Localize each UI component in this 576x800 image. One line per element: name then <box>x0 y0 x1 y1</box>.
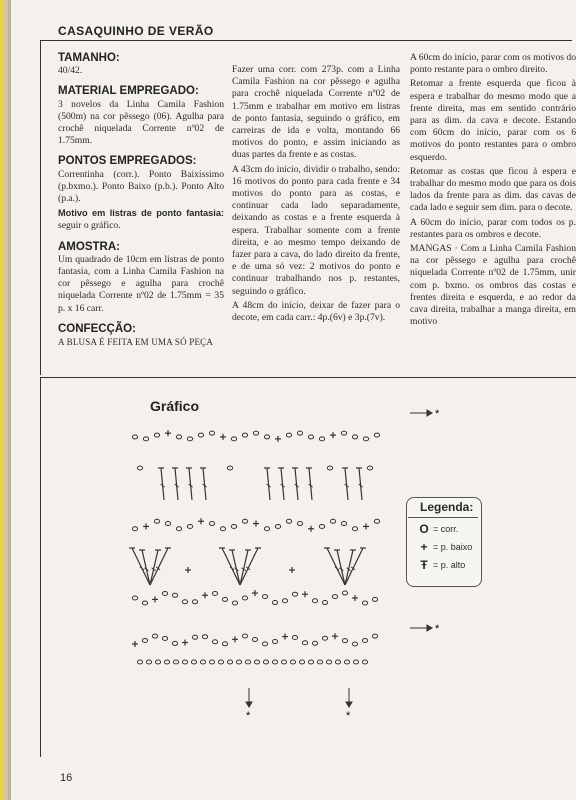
chain-stitch-icon <box>312 599 317 603</box>
chain-stitch-icon <box>212 591 217 595</box>
chain-stitch-icon <box>332 595 337 599</box>
chain-stitch-icon <box>132 596 137 600</box>
chain-stitch-icon <box>367 466 372 470</box>
chain-stitch-icon <box>146 660 151 664</box>
chain-stitch-icon <box>137 660 142 664</box>
col2-paragraph-3: A 48cm do início, deixar de fazer para o decote, em cada carr.: 4p.(6v) e 3p.(7v). <box>232 299 400 324</box>
double-crochet-icon <box>142 550 150 585</box>
chain-stitch-icon <box>372 634 377 638</box>
chain-stitch-icon <box>192 635 197 639</box>
double-crochet-symbol-icon: Ŧ <box>420 558 428 572</box>
chain-stitch-icon <box>342 591 347 595</box>
chain-stitch-icon <box>282 599 287 603</box>
chain-stitch-icon <box>312 641 317 645</box>
chain-stitch-icon <box>342 639 347 643</box>
col3-paragraph-1: A 60cm do início, parar com os motivos do ponto restante para o ombro direito. <box>410 52 576 76</box>
heading-confeccao: CONFECÇÃO: <box>58 322 136 335</box>
chain-stitch-icon <box>327 466 332 470</box>
chain-stitch-icon <box>335 660 340 664</box>
chain-stitch-icon <box>227 466 232 470</box>
chain-stitch-icon <box>352 642 357 646</box>
chain-stitch-icon <box>352 435 357 439</box>
chain-stitch-icon <box>143 437 148 441</box>
chain-stitch-icon <box>374 433 379 437</box>
chain-symbol-icon: O <box>419 522 429 536</box>
legend-label-corr: = corr. <box>433 524 459 534</box>
double-crochet-icon <box>150 548 168 585</box>
chain-stitch-icon <box>231 524 236 528</box>
chain-stitch-icon <box>308 435 313 439</box>
double-crochet-icon <box>132 548 150 585</box>
double-crochet-icon <box>240 548 258 585</box>
chain-stitch-icon <box>362 660 367 664</box>
chain-stitch-icon <box>264 527 269 531</box>
chain-stitch-icon <box>242 634 247 638</box>
chain-stitch-icon <box>232 601 237 605</box>
chain-stitch-icon <box>152 634 157 638</box>
chain-stitch-icon <box>322 636 327 640</box>
legend-rule <box>408 517 478 518</box>
heading-motivo: Motivo em listras de ponto fantasia: <box>58 208 224 219</box>
chain-stitch-icon <box>245 660 250 664</box>
double-crochet-icon <box>175 468 178 500</box>
chain-stitch-icon <box>236 660 241 664</box>
chain-stitch-icon <box>172 593 177 597</box>
double-crochet-icon <box>309 468 312 500</box>
chain-stitch-icon <box>352 527 357 531</box>
legend-title: Legenda: <box>420 500 474 514</box>
repeat-mark-bottom: * <box>435 623 440 635</box>
chain-stitch-icon <box>173 660 178 664</box>
chart-title: Gráfico <box>150 398 200 414</box>
heading-tamanho: TAMANHO: <box>58 52 120 64</box>
chain-stitch-icon <box>220 527 225 531</box>
chain-stitch-icon <box>154 433 159 437</box>
chain-stitch-icon <box>262 642 267 646</box>
chain-stitch-icon <box>176 527 181 531</box>
chain-stitch-icon <box>372 597 377 601</box>
chain-stitch-icon <box>192 600 197 604</box>
chain-stitch-icon <box>341 522 346 526</box>
chain-stitch-icon <box>254 660 259 664</box>
chain-stitch-icon <box>242 433 247 437</box>
repeat-arrow-top <box>410 410 432 416</box>
chain-stitch-icon <box>297 522 302 526</box>
chain-stitch-icon <box>209 522 214 526</box>
double-crochet-icon <box>267 468 270 500</box>
text-motivo: seguir o gráfico. <box>58 220 121 232</box>
start-arrow-right <box>346 688 352 707</box>
chain-stitch-icon <box>281 660 286 664</box>
chain-stitch-icon <box>322 601 327 605</box>
chain-stitch-icon <box>165 522 170 526</box>
double-crochet-icon <box>189 468 192 500</box>
double-crochet-icon <box>337 550 345 585</box>
chain-stitch-icon <box>198 433 203 437</box>
chain-stitch-icon <box>353 660 358 664</box>
chain-stitch-icon <box>292 635 297 639</box>
chain-stitch-icon <box>176 435 181 439</box>
text-amostra: Um quadrado de 10cm em listras de ponto fantasia, com a Linha Camila Fashion na cor pêssego e agulha para crochê niquelada Corrente nº02 de 1.75mm = 35 p. x 16 carr. <box>58 253 224 314</box>
double-crochet-icon <box>161 468 164 500</box>
chain-stitch-icon <box>212 640 217 644</box>
double-crochet-icon <box>345 548 363 585</box>
pattern-title: CASAQUINHO DE VERÃO <box>58 24 214 38</box>
start-arrow-left <box>246 688 252 707</box>
double-crochet-icon <box>295 468 298 500</box>
single-crochet-symbol-icon: + <box>420 540 428 554</box>
text-tamanho: 40/42. <box>58 65 83 77</box>
chain-stitch-icon <box>218 660 223 664</box>
chain-stitch-icon <box>262 595 267 599</box>
chain-stitch-icon <box>154 519 159 523</box>
chain-stitch-icon <box>231 437 236 441</box>
chain-stitch-icon <box>341 431 346 435</box>
chain-stitch-icon <box>272 660 277 664</box>
legend-row-corr <box>418 522 458 536</box>
chain-stitch-icon <box>200 660 205 664</box>
col2-paragraph-2: A 43cm do início, dividir o trabalho, sendo: 16 motivos do ponto para cada frente e 34 motivos do ponto para as costas, e continuar cada lado separadamente, deixando as costas e a frente esquerda à espera. Trabalhar somente com a frente direita, e ao mesmo tempo deixando de fazer para a cava, do lado direito da frente, e de uma só vez: 2 motivos do ponto e continuar trabalhando nos p. restantes, seguindo o gráfico. <box>232 163 400 297</box>
chain-stitch-icon <box>326 660 331 664</box>
chain-stitch-icon <box>191 660 196 664</box>
double-crochet-icon <box>222 548 240 585</box>
chain-stitch-icon <box>302 641 307 645</box>
chain-stitch-icon <box>209 431 214 435</box>
double-crochet-icon <box>281 468 284 500</box>
chain-stitch-icon <box>132 435 137 439</box>
chain-stitch-icon <box>308 660 313 664</box>
legend-label-pbaixo: = p. baixo <box>433 542 473 552</box>
chain-stitch-icon <box>330 519 335 523</box>
chain-stitch-icon <box>187 437 192 441</box>
text-pontos: Correntinha (corr.). Ponto Baixíssimo (p.bxmo.). Ponto Baixo (p.b.). Ponto Alto (p.a.). <box>58 168 224 205</box>
chain-stitch-icon <box>319 437 324 441</box>
legend-row-palto <box>418 558 465 572</box>
col3-paragraph-2: Retomar a frente esquerda que ficou à espera e trabalhar do mesmo modo que a frente direita, mas em sentido contrário para as dim. da cava e decote. Estando com 60cm do início, parar com os 6 motivos do ponto restantes para o ombro esquerdo. <box>410 78 576 163</box>
heading-pontos: PONTOS EMPREGADOS: <box>58 155 197 168</box>
col3-paragraph-4: A 60cm do início, parar com todos os p. restantes para os ombros e decote. <box>410 216 576 240</box>
chain-stitch-icon <box>272 640 277 644</box>
legend-label-palto: = p. alto <box>433 560 466 570</box>
chain-stitch-icon <box>362 601 367 605</box>
chain-stitch-icon <box>275 524 280 528</box>
chain-stitch-icon <box>263 660 268 664</box>
heading-amostra: AMOSTRA: <box>58 240 120 253</box>
chain-stitch-icon <box>222 642 227 646</box>
double-crochet-icon <box>327 548 345 585</box>
chain-stitch-icon <box>286 433 291 437</box>
start-mark-left: * <box>246 710 251 722</box>
chain-stitch-icon <box>242 596 247 600</box>
double-crochet-icon <box>345 468 348 500</box>
chain-stitch-icon <box>202 635 207 639</box>
chain-stitch-icon <box>242 519 247 523</box>
chain-stitch-icon <box>227 660 232 664</box>
double-crochet-icon <box>203 468 206 500</box>
chain-stitch-icon <box>155 660 160 664</box>
chain-stitch-icon <box>374 519 379 523</box>
chain-stitch-icon <box>164 660 169 664</box>
chain-stitch-icon <box>172 641 177 645</box>
repeat-mark-top: * <box>435 408 440 420</box>
chain-stitch-icon <box>222 597 227 601</box>
chain-stitch-icon <box>319 524 324 528</box>
double-crochet-icon <box>359 468 362 500</box>
chain-stitch-icon <box>132 527 137 531</box>
text-confeccao: A BLUSA É FEITA EM UMA SÓ PEÇA <box>58 337 214 348</box>
chain-stitch-icon <box>187 524 192 528</box>
chain-stitch-icon <box>162 591 167 595</box>
double-crochet-icon <box>232 550 240 585</box>
chain-stitch-icon <box>362 638 367 642</box>
chain-stitch-icon <box>142 601 147 605</box>
chain-stitch-icon <box>209 660 214 664</box>
col3-paragraph-3: Retomar as costas que ficou à espera e trabalhar do mesmo modo que para os dois lados da frente para as dim. das cavas de cada lado e seguir sem dim. para o decote. <box>410 165 576 214</box>
chain-stitch-icon <box>182 600 187 604</box>
chain-stitch-icon <box>272 601 277 605</box>
chain-stitch-icon <box>317 660 322 664</box>
chain-stitch-icon <box>297 431 302 435</box>
text-material: 3 novelos da Linha Camila Fashion (500m) na cor pêssego (06). Agulha para crochê niquelada Corrente nº02 de 1.75mm. <box>58 98 224 147</box>
chain-stitch-icon <box>253 431 258 435</box>
heading-material: MATERIAL EMPREGADO: <box>58 85 199 98</box>
chain-stitch-icon <box>162 636 167 640</box>
chain-stitch-icon <box>344 660 349 664</box>
start-mark-right: * <box>346 710 351 722</box>
chain-stitch-icon <box>182 660 187 664</box>
chain-stitch-icon <box>264 435 269 439</box>
repeat-arrow-bottom <box>410 625 432 631</box>
chain-stitch-icon <box>299 660 304 664</box>
chain-stitch-icon <box>142 638 147 642</box>
chain-stitch-icon <box>363 437 368 441</box>
page-number: 16 <box>60 772 73 784</box>
chain-stitch-icon <box>137 466 142 470</box>
col3-paragraph-5: MANGAS · Com a Linha Camila Fashion na cor pêssego e agulha para crochê niquelada Corrente nº02 de 1.75mm, unir com p. bxmo. os ombros das costas e frentes direita e esquerda, e ao redor da cava direita, trabalhar a manga direita, em motivo <box>410 243 576 328</box>
legend-row-pbaixo <box>418 540 472 554</box>
chain-stitch-icon <box>292 592 297 596</box>
chain-stitch-icon <box>290 660 295 664</box>
chain-stitch-icon <box>286 519 291 523</box>
chain-stitch-icon <box>252 638 257 642</box>
col2-paragraph-1: Fazer uma corr. com 273p. com a Linha Camila Fashion na cor pêssego e agulha para crochê niquelada Corrente nº02 de 1.75mm e trabalhar em motivo em listras de ponto fantasia, seguindo o gráfico, em carreiras de ida e volta, montando 66 motivos do ponto, e assim iniciando as duas partes da frente e as costas. <box>232 64 400 161</box>
